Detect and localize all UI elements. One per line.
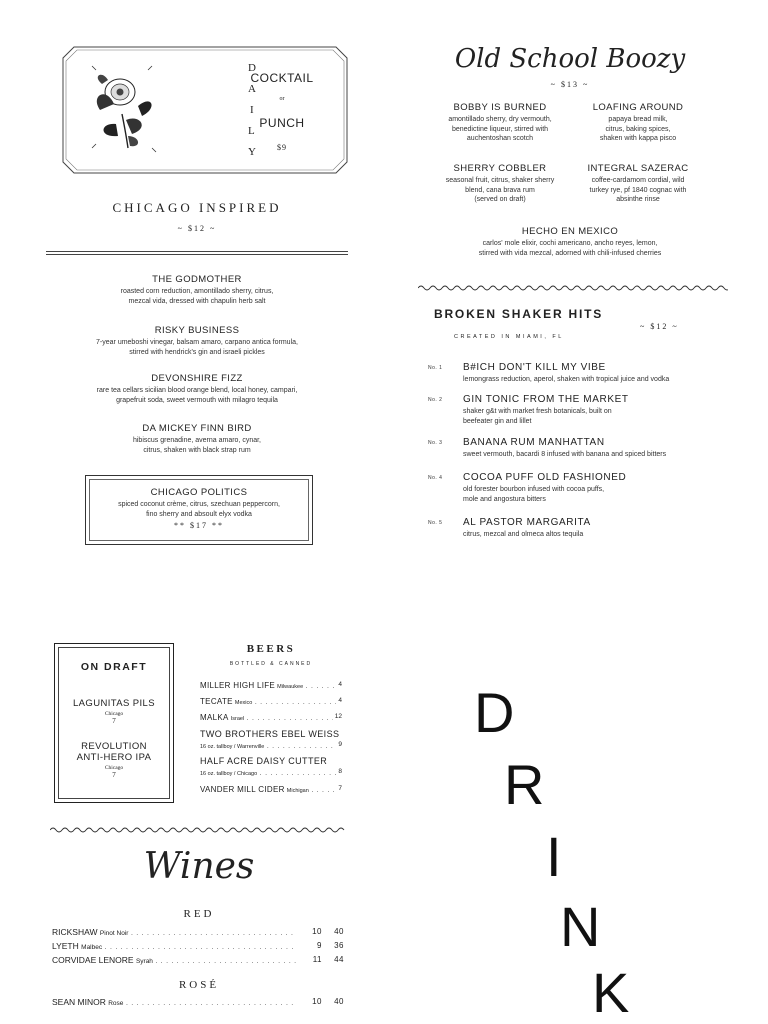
chicago-item xyxy=(46,325,348,357)
beer-row: 16 oz. tallboy / Chicago 8 . . . xyxy=(200,768,342,777)
broken-shaker-subtitle: CREATED IN MIAMI, FL xyxy=(454,334,564,340)
broken-shaker-item xyxy=(428,472,728,508)
item-desc: roasted corn reduction, amontillado sherry, citrus, xyxy=(120,288,274,295)
item-name: DEVONSHIRE FIZZ xyxy=(151,373,243,384)
beers-subtitle: BOTTLED & CANNED xyxy=(229,661,313,667)
item-desc: papaya bread milk, xyxy=(608,116,668,123)
draft-item xyxy=(55,741,173,779)
feature-item xyxy=(86,487,312,530)
beer-row: MILLER HIGH LIFE Milwaukee 4 . . . xyxy=(200,681,342,690)
wavy-divider xyxy=(50,826,348,834)
item-desc: hibiscus grenadine, averna amaro, cynar, xyxy=(132,437,262,444)
item-name: GIN TONIC FROM THE MARKET xyxy=(463,394,629,405)
old-school-price: ~ $13 ~ xyxy=(550,80,590,89)
draft-price: 7 xyxy=(112,717,116,725)
broken-shaker-title: BROKEN SHAKER HITS xyxy=(434,307,604,321)
item-name: BANANA RUM MANHATTAN xyxy=(463,437,605,448)
item-number: No. 4 xyxy=(428,475,443,481)
item-name: INTEGRAL SAZERAC xyxy=(587,163,689,174)
item-desc: carlos' mole elixir, cochi americano, ancho reyes, lemon, xyxy=(482,240,658,247)
wine-row: SEAN MINOR Rose 10 40 . . . xyxy=(52,997,344,1009)
daily-box-frame xyxy=(62,46,348,174)
on-draft-box xyxy=(54,643,174,803)
item-name: HECHO EN MEXICO xyxy=(521,226,619,237)
chicago-item xyxy=(46,274,348,306)
daily-price: $9 xyxy=(277,143,287,152)
item-desc: coffee-cardamom cordial, wild xyxy=(591,177,685,184)
item-desc: shaken with kappa pisco xyxy=(599,135,677,142)
beer-name: TWO BROTHERS EBEL WEISS xyxy=(200,729,340,739)
wine-row: RICKSHAW Pinot Noir 10 40 . . . xyxy=(52,927,344,939)
flower-illustration xyxy=(92,66,156,152)
broken-shaker-item xyxy=(428,394,728,430)
item-name: COCOA PUFF OLD FASHIONED xyxy=(463,472,627,483)
beer-row: 16 oz. tallboy / Warrenville 9 . . . xyxy=(200,741,342,750)
item-desc: mezcal vida, dressed with chapulin herb salt xyxy=(128,297,266,305)
drink-letter: D xyxy=(474,681,515,744)
broken-shaker-item xyxy=(428,517,728,545)
chicago-price: ~ $12 ~ xyxy=(177,224,217,233)
beer-name: HALF ACRE DAISY CUTTER xyxy=(200,756,328,766)
draft-price: 7 xyxy=(112,771,116,779)
item-desc: citrus, mezcal and olmeca altos tequila xyxy=(463,531,584,538)
drink-letter: N xyxy=(560,895,601,958)
beers-title: BEERS xyxy=(246,643,296,655)
daily-cocktail: COCKTAIL xyxy=(250,71,314,85)
wavy-divider xyxy=(418,284,728,292)
item-desc: grapefruit soda, sweet vermouth with milagro tequila xyxy=(116,396,278,404)
daily-or: or xyxy=(279,96,285,102)
beer-row: VANDER MILL CIDER Michigan 7 . . . xyxy=(200,785,342,794)
wines-rose-label: ROSÉ xyxy=(178,979,220,991)
draft-origin: Chicago xyxy=(104,765,124,771)
broken-shaker-item xyxy=(428,362,728,390)
draft-name: ANTI-HERO IPA xyxy=(76,752,152,763)
beer-row: MALKA Israel 12 . . . xyxy=(200,713,342,722)
item-desc: auchentoshan scotch xyxy=(466,135,534,142)
item-name: BOBBY IS BURNED xyxy=(453,102,547,113)
chicago-title: CHICAGO INSPIRED xyxy=(112,200,282,215)
item-desc: rare tea cellars sicilian blood orange blend, local honey, campari, xyxy=(96,387,298,394)
item-desc: stirred with hendrick's gin and israeli pickles xyxy=(129,348,265,356)
feature-desc: spiced coconut crème, citrus, szechuan peppercorn, xyxy=(118,501,280,508)
item-desc: absinthe rinse xyxy=(616,196,660,203)
feature-desc: fino sherry and absoult elyx vodka xyxy=(146,510,252,518)
draft-name: LAGUNITAS PILS xyxy=(73,698,155,709)
item-desc: sweet vermouth, bacardi 8 infused with banana and spiced bitters xyxy=(463,451,667,458)
broken-shaker-item xyxy=(428,437,728,465)
item-number: No. 5 xyxy=(428,520,443,526)
feature-name: CHICAGO POLITICS xyxy=(150,487,248,498)
wine-row: LYETH Malbec 9 36 . . . xyxy=(52,941,344,953)
item-desc: turkey rye, pf 1840 cognac with xyxy=(589,186,687,194)
item-desc: (served on draft) xyxy=(474,196,526,203)
daily-punch: PUNCH xyxy=(259,116,305,130)
item-name: B#ICH DON'T KILL MY VIBE xyxy=(463,362,606,373)
beer-row: TECATE Mexico 4 . . . xyxy=(200,697,342,706)
daily-box xyxy=(62,46,348,174)
daily-letter: A xyxy=(248,83,257,95)
old-school-item xyxy=(426,163,574,205)
item-name: LOAFING AROUND xyxy=(592,102,684,113)
daily-letter: D xyxy=(248,62,257,74)
drink-letter: I xyxy=(546,825,562,888)
chicago-item xyxy=(46,423,348,455)
item-desc: seasonal fruit, citrus, shaker sherry xyxy=(445,177,555,184)
old-school-title: Old School Boozy xyxy=(454,44,686,74)
feature-price: ** $17 ** xyxy=(174,521,224,530)
item-desc: amontillado sherry, dry vermouth, xyxy=(448,116,552,123)
item-name: AL PASTOR MARGARITA xyxy=(463,517,591,528)
feature-box xyxy=(85,475,313,545)
on-draft-title: ON DRAFT xyxy=(80,661,148,673)
old-school-item xyxy=(564,102,712,144)
daily-letter: Y xyxy=(248,146,257,158)
daily-letter: I xyxy=(250,104,255,116)
item-desc: citrus, shaken with black strap rum xyxy=(143,446,251,454)
chicago-divider xyxy=(46,251,348,255)
item-desc: stirred with vida mezcal, adorned with chili-infused cherries xyxy=(478,249,662,257)
wine-row: CORVIDAE LENORE Syrah 11 44 . . . xyxy=(52,955,344,967)
item-name: DA MICKEY FINN BIRD xyxy=(142,423,252,434)
item-number: No. 3 xyxy=(428,440,443,446)
old-school-item xyxy=(564,163,712,205)
item-name: SHERRY COBBLER xyxy=(453,163,547,174)
item-desc: shaker g&t with market fresh botanicals, built on beefeater gin and lillet xyxy=(463,408,612,425)
item-name: RISKY BUSINESS xyxy=(154,325,240,336)
draft-origin: Chicago xyxy=(104,711,124,717)
item-name: THE GODMOTHER xyxy=(152,274,242,285)
wines-red-label: RED xyxy=(183,908,215,920)
item-desc: blend, cana brava rum xyxy=(465,186,535,194)
item-number: No. 2 xyxy=(428,397,443,403)
wines-title: Wines xyxy=(143,846,255,887)
item-number: No. 1 xyxy=(428,365,443,371)
broken-shaker-price: ~ $12 ~ xyxy=(640,322,679,331)
draft-item xyxy=(55,698,173,725)
drink-letter: R xyxy=(504,753,545,816)
drink-letter: K xyxy=(592,961,630,1024)
item-desc: benedictine liqueur, stirred with xyxy=(451,125,549,133)
item-desc: 7-year umeboshi vinegar, balsam amaro, carpano antica formula, xyxy=(96,339,298,346)
item-desc: citrus, baking spices, xyxy=(605,125,671,133)
chicago-item xyxy=(46,373,348,405)
old-school-item xyxy=(420,226,720,258)
draft-name: REVOLUTION xyxy=(81,741,147,752)
old-school-item xyxy=(426,102,574,144)
item-desc: lemongrass reduction, aperol, shaken with tropical juice and vodka xyxy=(463,376,670,383)
item-desc: old forester bourbon infused with cocoa puffs, mole and angostura bitters xyxy=(463,486,605,503)
daily-letter: L xyxy=(248,125,256,137)
